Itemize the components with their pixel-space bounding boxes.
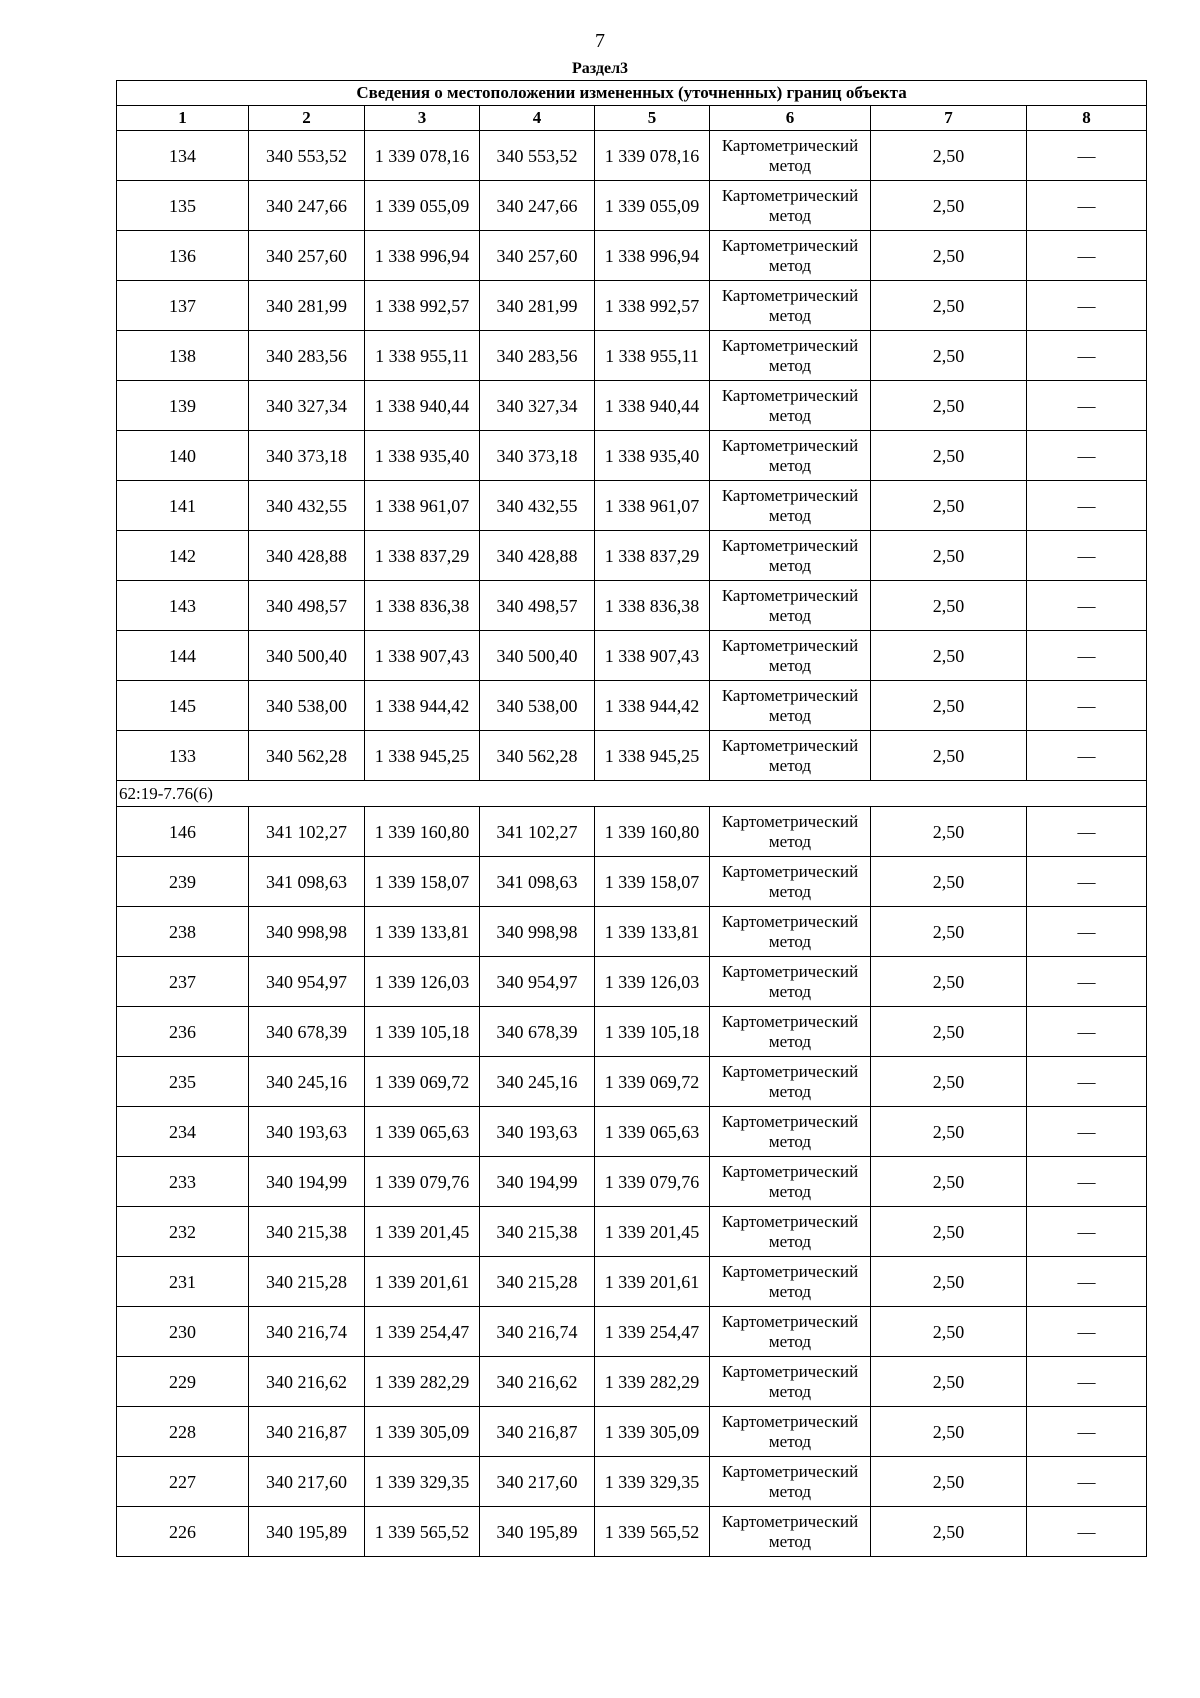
old-y-cell: 1 339 133,81 (365, 907, 480, 957)
column-number-row (117, 106, 1147, 131)
note-cell: — (1027, 581, 1147, 631)
point-number-cell: 229 (117, 1357, 249, 1407)
method-cell: Картометрический метод (710, 1257, 871, 1307)
old-x-cell: 340 216,62 (249, 1357, 365, 1407)
method-cell: Картометрический метод (710, 381, 871, 431)
column-number: 1 (117, 106, 249, 131)
new-x-cell: 340 195,89 (480, 1507, 595, 1557)
new-x-cell: 340 553,52 (480, 131, 595, 181)
method-cell: Картометрический метод (710, 181, 871, 231)
accuracy-cell: 2,50 (871, 631, 1027, 681)
new-y-cell: 1 339 201,61 (595, 1257, 710, 1307)
accuracy-cell: 2,50 (871, 1007, 1027, 1057)
new-x-cell: 340 562,28 (480, 731, 595, 781)
old-y-cell: 1 339 565,52 (365, 1507, 480, 1557)
accuracy-cell: 2,50 (871, 281, 1027, 331)
new-x-cell: 340 194,99 (480, 1157, 595, 1207)
new-x-cell: 340 678,39 (480, 1007, 595, 1057)
table-row (117, 1057, 1147, 1107)
old-y-cell: 1 339 201,61 (365, 1257, 480, 1307)
old-y-cell: 1 339 069,72 (365, 1057, 480, 1107)
new-y-cell: 1 339 079,76 (595, 1157, 710, 1207)
point-number-cell: 238 (117, 907, 249, 957)
table-row (117, 857, 1147, 907)
old-y-cell: 1 339 079,76 (365, 1157, 480, 1207)
new-x-cell: 340 998,98 (480, 907, 595, 957)
method-cell: Картометрический метод (710, 1507, 871, 1557)
table-row (117, 181, 1147, 231)
new-y-cell: 1 339 565,52 (595, 1507, 710, 1557)
table-row (117, 1357, 1147, 1407)
old-y-cell: 1 339 158,07 (365, 857, 480, 907)
new-y-cell: 1 339 329,35 (595, 1457, 710, 1507)
new-y-cell: 1 338 955,11 (595, 331, 710, 381)
method-cell: Картометрический метод (710, 581, 871, 631)
new-x-cell: 340 373,18 (480, 431, 595, 481)
accuracy-cell: 2,50 (871, 231, 1027, 281)
old-x-cell: 340 257,60 (249, 231, 365, 281)
point-number-cell: 235 (117, 1057, 249, 1107)
old-x-cell: 340 281,99 (249, 281, 365, 331)
new-x-cell: 341 098,63 (480, 857, 595, 907)
old-y-cell: 1 339 055,09 (365, 181, 480, 231)
column-number: 2 (249, 106, 365, 131)
new-x-cell: 340 193,63 (480, 1107, 595, 1157)
accuracy-cell: 2,50 (871, 1507, 1027, 1557)
method-cell: Картометрический метод (710, 1357, 871, 1407)
column-number: 4 (480, 106, 595, 131)
table-row (117, 531, 1147, 581)
group-label-row (117, 781, 1147, 807)
new-x-cell: 340 215,28 (480, 1257, 595, 1307)
method-cell: Картометрический метод (710, 1407, 871, 1457)
new-y-cell: 1 339 201,45 (595, 1207, 710, 1257)
old-x-cell: 340 193,63 (249, 1107, 365, 1157)
note-cell: — (1027, 481, 1147, 531)
table-row (117, 1407, 1147, 1457)
old-x-cell: 340 538,00 (249, 681, 365, 731)
table-row (117, 1007, 1147, 1057)
point-number-cell: 227 (117, 1457, 249, 1507)
accuracy-cell: 2,50 (871, 1107, 1027, 1157)
old-y-cell: 1 338 837,29 (365, 531, 480, 581)
method-cell: Картометрический метод (710, 281, 871, 331)
new-x-cell: 340 283,56 (480, 331, 595, 381)
note-cell: — (1027, 907, 1147, 957)
old-x-cell: 340 498,57 (249, 581, 365, 631)
old-y-cell: 1 338 961,07 (365, 481, 480, 531)
old-y-cell: 1 339 126,03 (365, 957, 480, 1007)
method-cell: Картометрический метод (710, 431, 871, 481)
note-cell: — (1027, 1307, 1147, 1357)
table-row (117, 1107, 1147, 1157)
old-x-cell: 340 678,39 (249, 1007, 365, 1057)
accuracy-cell: 2,50 (871, 1207, 1027, 1257)
old-x-cell: 340 245,16 (249, 1057, 365, 1107)
new-y-cell: 1 339 055,09 (595, 181, 710, 231)
accuracy-cell: 2,50 (871, 1157, 1027, 1207)
note-cell: — (1027, 1357, 1147, 1407)
table-row (117, 581, 1147, 631)
table-row (117, 807, 1147, 857)
old-x-cell: 340 553,52 (249, 131, 365, 181)
new-x-cell: 340 217,60 (480, 1457, 595, 1507)
table-caption-row (117, 81, 1147, 106)
new-y-cell: 1 338 837,29 (595, 531, 710, 581)
point-number-cell: 236 (117, 1007, 249, 1057)
new-y-cell: 1 338 836,38 (595, 581, 710, 631)
new-y-cell: 1 338 907,43 (595, 631, 710, 681)
table-row (117, 681, 1147, 731)
table-caption: Сведения о местоположении измененных (уточненных) границ объекта (117, 81, 1147, 106)
note-cell: — (1027, 531, 1147, 581)
method-cell: Картометрический метод (710, 681, 871, 731)
column-number: 3 (365, 106, 480, 131)
new-x-cell: 341 102,27 (480, 807, 595, 857)
table-row (117, 381, 1147, 431)
accuracy-cell: 2,50 (871, 907, 1027, 957)
new-y-cell: 1 339 133,81 (595, 907, 710, 957)
point-number-cell: 232 (117, 1207, 249, 1257)
note-cell: — (1027, 1107, 1147, 1157)
table-row (117, 957, 1147, 1007)
old-x-cell: 340 428,88 (249, 531, 365, 581)
old-y-cell: 1 339 282,29 (365, 1357, 480, 1407)
point-number-cell: 143 (117, 581, 249, 631)
new-x-cell: 340 432,55 (480, 481, 595, 531)
accuracy-cell: 2,50 (871, 181, 1027, 231)
method-cell: Картометрический метод (710, 531, 871, 581)
table-row (117, 631, 1147, 681)
table-row (117, 481, 1147, 531)
new-y-cell: 1 338 996,94 (595, 231, 710, 281)
note-cell: — (1027, 957, 1147, 1007)
old-x-cell: 340 998,98 (249, 907, 365, 957)
accuracy-cell: 2,50 (871, 1357, 1027, 1407)
point-number-cell: 239 (117, 857, 249, 907)
new-x-cell: 340 247,66 (480, 181, 595, 231)
new-y-cell: 1 338 944,42 (595, 681, 710, 731)
column-number: 8 (1027, 106, 1147, 131)
accuracy-cell: 2,50 (871, 481, 1027, 531)
accuracy-cell: 2,50 (871, 381, 1027, 431)
note-cell: — (1027, 731, 1147, 781)
note-cell: — (1027, 1457, 1147, 1507)
note-cell: — (1027, 431, 1147, 481)
point-number-cell: 140 (117, 431, 249, 481)
new-x-cell: 340 954,97 (480, 957, 595, 1007)
new-y-cell: 1 339 158,07 (595, 857, 710, 907)
old-y-cell: 1 339 201,45 (365, 1207, 480, 1257)
new-x-cell: 340 538,00 (480, 681, 595, 731)
note-cell: — (1027, 331, 1147, 381)
accuracy-cell: 2,50 (871, 807, 1027, 857)
table-row (117, 231, 1147, 281)
table-row (117, 281, 1147, 331)
old-x-cell: 340 432,55 (249, 481, 365, 531)
accuracy-cell: 2,50 (871, 1457, 1027, 1507)
new-y-cell: 1 338 945,25 (595, 731, 710, 781)
table-row (117, 131, 1147, 181)
note-cell: — (1027, 1507, 1147, 1557)
table-row (117, 1507, 1147, 1557)
point-number-cell: 138 (117, 331, 249, 381)
new-x-cell: 340 281,99 (480, 281, 595, 331)
point-number-cell: 226 (117, 1507, 249, 1557)
old-y-cell: 1 339 305,09 (365, 1407, 480, 1457)
method-cell: Картометрический метод (710, 857, 871, 907)
accuracy-cell: 2,50 (871, 1307, 1027, 1357)
accuracy-cell: 2,50 (871, 331, 1027, 381)
old-x-cell: 340 327,34 (249, 381, 365, 431)
new-x-cell: 340 216,62 (480, 1357, 595, 1407)
accuracy-cell: 2,50 (871, 431, 1027, 481)
method-cell: Картометрический метод (710, 1157, 871, 1207)
old-x-cell: 340 217,60 (249, 1457, 365, 1507)
old-y-cell: 1 338 907,43 (365, 631, 480, 681)
note-cell: — (1027, 807, 1147, 857)
old-y-cell: 1 339 254,47 (365, 1307, 480, 1357)
old-x-cell: 340 283,56 (249, 331, 365, 381)
table-row (117, 331, 1147, 381)
note-cell: — (1027, 1057, 1147, 1107)
method-cell: Картометрический метод (710, 481, 871, 531)
new-y-cell: 1 339 105,18 (595, 1007, 710, 1057)
method-cell: Картометрический метод (710, 1107, 871, 1157)
new-x-cell: 340 215,38 (480, 1207, 595, 1257)
old-y-cell: 1 339 065,63 (365, 1107, 480, 1157)
accuracy-cell: 2,50 (871, 1407, 1027, 1457)
point-number-cell: 233 (117, 1157, 249, 1207)
old-x-cell: 340 373,18 (249, 431, 365, 481)
new-y-cell: 1 339 254,47 (595, 1307, 710, 1357)
table-row (117, 1157, 1147, 1207)
point-number-cell: 146 (117, 807, 249, 857)
new-y-cell: 1 339 078,16 (595, 131, 710, 181)
table-row (117, 1257, 1147, 1307)
point-number-cell: 142 (117, 531, 249, 581)
new-x-cell: 340 216,74 (480, 1307, 595, 1357)
old-y-cell: 1 338 996,94 (365, 231, 480, 281)
point-number-cell: 237 (117, 957, 249, 1007)
method-cell: Картометрический метод (710, 631, 871, 681)
accuracy-cell: 2,50 (871, 681, 1027, 731)
method-cell: Картометрический метод (710, 131, 871, 181)
method-cell: Картометрический метод (710, 1207, 871, 1257)
new-x-cell: 340 500,40 (480, 631, 595, 681)
point-number-cell: 231 (117, 1257, 249, 1307)
accuracy-cell: 2,50 (871, 857, 1027, 907)
old-y-cell: 1 338 935,40 (365, 431, 480, 481)
old-x-cell: 340 216,87 (249, 1407, 365, 1457)
old-y-cell: 1 339 105,18 (365, 1007, 480, 1057)
table-row (117, 907, 1147, 957)
new-x-cell: 340 428,88 (480, 531, 595, 581)
new-x-cell: 340 245,16 (480, 1057, 595, 1107)
point-number-cell: 228 (117, 1407, 249, 1457)
old-y-cell: 1 339 078,16 (365, 131, 480, 181)
method-cell: Картометрический метод (710, 1457, 871, 1507)
method-cell: Картометрический метод (710, 731, 871, 781)
point-number-cell: 133 (117, 731, 249, 781)
accuracy-cell: 2,50 (871, 531, 1027, 581)
note-cell: — (1027, 1407, 1147, 1457)
page-number: 7 (595, 30, 605, 52)
accuracy-cell: 2,50 (871, 1257, 1027, 1307)
point-number-cell: 136 (117, 231, 249, 281)
note-cell: — (1027, 1007, 1147, 1057)
old-y-cell: 1 339 329,35 (365, 1457, 480, 1507)
method-cell: Картометрический метод (710, 907, 871, 957)
column-number: 7 (871, 106, 1027, 131)
method-cell: Картометрический метод (710, 331, 871, 381)
new-y-cell: 1 338 940,44 (595, 381, 710, 431)
old-x-cell: 340 215,28 (249, 1257, 365, 1307)
new-x-cell: 340 216,87 (480, 1407, 595, 1457)
new-y-cell: 1 338 992,57 (595, 281, 710, 331)
new-y-cell: 1 339 065,63 (595, 1107, 710, 1157)
old-x-cell: 341 102,27 (249, 807, 365, 857)
method-cell: Картометрический метод (710, 231, 871, 281)
point-number-cell: 137 (117, 281, 249, 331)
point-number-cell: 139 (117, 381, 249, 431)
method-cell: Картометрический метод (710, 957, 871, 1007)
group-label: 62:19-7.76(6) (117, 781, 1147, 807)
point-number-cell: 141 (117, 481, 249, 531)
accuracy-cell: 2,50 (871, 731, 1027, 781)
note-cell: — (1027, 857, 1147, 907)
point-number-cell: 135 (117, 181, 249, 231)
new-x-cell: 340 257,60 (480, 231, 595, 281)
new-y-cell: 1 338 935,40 (595, 431, 710, 481)
old-x-cell: 340 247,66 (249, 181, 365, 231)
note-cell: — (1027, 681, 1147, 731)
column-number: 5 (595, 106, 710, 131)
table-row (117, 731, 1147, 781)
note-cell: — (1027, 231, 1147, 281)
table-row (117, 431, 1147, 481)
note-cell: — (1027, 181, 1147, 231)
old-x-cell: 340 195,89 (249, 1507, 365, 1557)
method-cell: Картометрический метод (710, 807, 871, 857)
new-y-cell: 1 339 126,03 (595, 957, 710, 1007)
note-cell: — (1027, 1157, 1147, 1207)
new-y-cell: 1 339 282,29 (595, 1357, 710, 1407)
accuracy-cell: 2,50 (871, 131, 1027, 181)
note-cell: — (1027, 1207, 1147, 1257)
accuracy-cell: 2,50 (871, 1057, 1027, 1107)
old-y-cell: 1 338 944,42 (365, 681, 480, 731)
note-cell: — (1027, 381, 1147, 431)
note-cell: — (1027, 631, 1147, 681)
old-x-cell: 340 954,97 (249, 957, 365, 1007)
new-x-cell: 340 327,34 (480, 381, 595, 431)
accuracy-cell: 2,50 (871, 581, 1027, 631)
old-y-cell: 1 338 836,38 (365, 581, 480, 631)
old-y-cell: 1 338 940,44 (365, 381, 480, 431)
old-x-cell: 341 098,63 (249, 857, 365, 907)
point-number-cell: 230 (117, 1307, 249, 1357)
new-y-cell: 1 339 069,72 (595, 1057, 710, 1107)
point-number-cell: 134 (117, 131, 249, 181)
old-x-cell: 340 216,74 (249, 1307, 365, 1357)
old-y-cell: 1 338 955,11 (365, 331, 480, 381)
method-cell: Картометрический метод (710, 1307, 871, 1357)
method-cell: Картометрический метод (710, 1007, 871, 1057)
point-number-cell: 144 (117, 631, 249, 681)
new-x-cell: 340 498,57 (480, 581, 595, 631)
new-y-cell: 1 339 160,80 (595, 807, 710, 857)
table-row (117, 1207, 1147, 1257)
point-number-cell: 234 (117, 1107, 249, 1157)
old-x-cell: 340 500,40 (249, 631, 365, 681)
note-cell: — (1027, 131, 1147, 181)
old-x-cell: 340 562,28 (249, 731, 365, 781)
note-cell: — (1027, 1257, 1147, 1307)
old-x-cell: 340 194,99 (249, 1157, 365, 1207)
old-y-cell: 1 338 945,25 (365, 731, 480, 781)
method-cell: Картометрический метод (710, 1057, 871, 1107)
point-number-cell: 145 (117, 681, 249, 731)
old-y-cell: 1 339 160,80 (365, 807, 480, 857)
boundary-coordinates-table (116, 80, 1147, 1557)
table-row (117, 1307, 1147, 1357)
column-number: 6 (710, 106, 871, 131)
old-y-cell: 1 338 992,57 (365, 281, 480, 331)
section-title: Раздел3 (571, 60, 629, 77)
old-x-cell: 340 215,38 (249, 1207, 365, 1257)
new-y-cell: 1 339 305,09 (595, 1407, 710, 1457)
note-cell: — (1027, 281, 1147, 331)
new-y-cell: 1 338 961,07 (595, 481, 710, 531)
table-row (117, 1457, 1147, 1507)
accuracy-cell: 2,50 (871, 957, 1027, 1007)
